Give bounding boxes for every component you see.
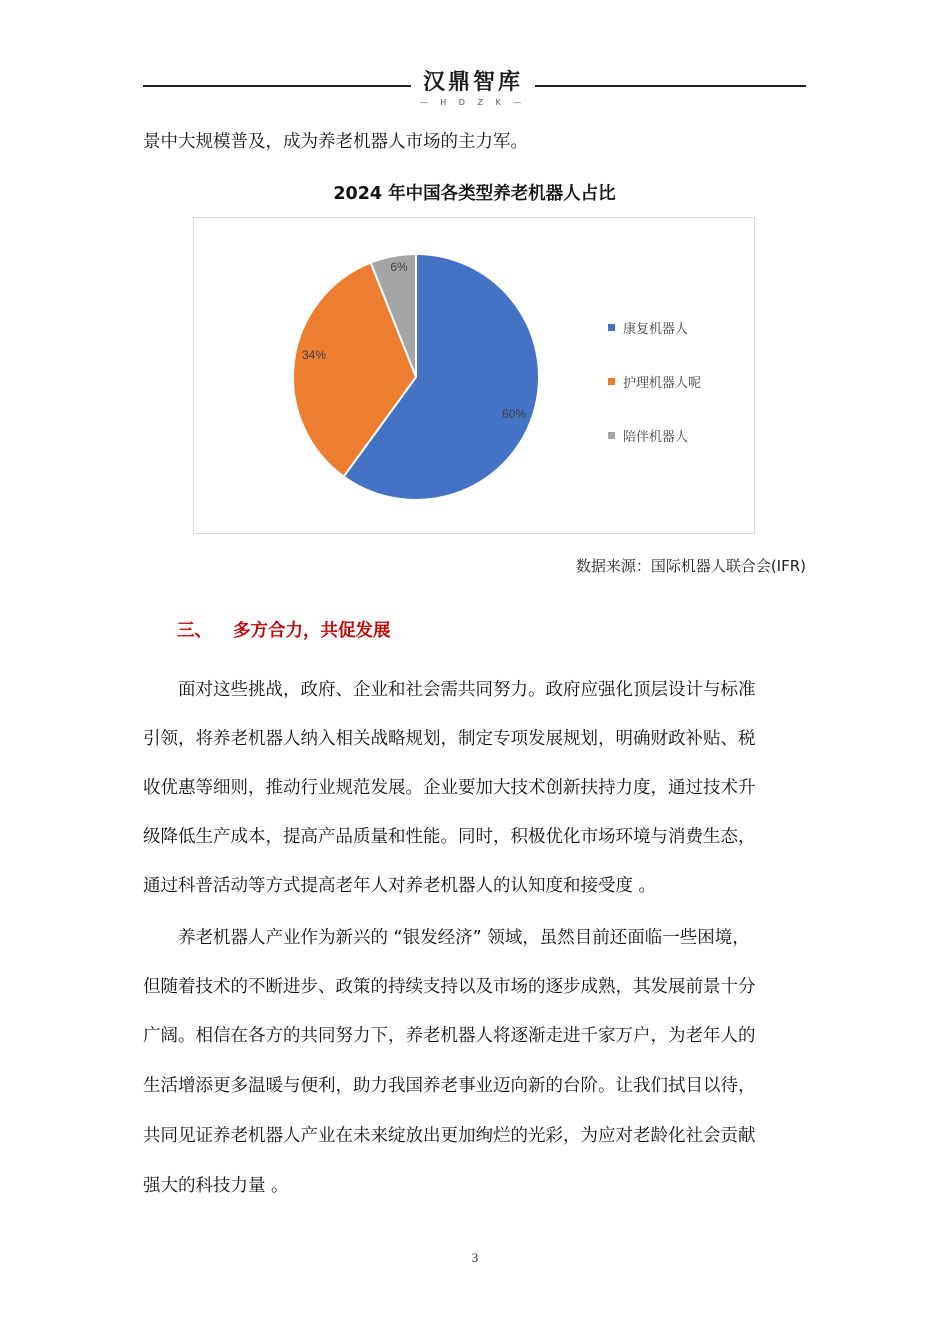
legend-item-rehab — [608, 318, 688, 337]
legend-swatch-orange — [608, 378, 615, 385]
chart-title: 2024 年中国各类型养老机器人占比 — [333, 184, 616, 204]
logo-subtext: — H D Z K — — [419, 98, 527, 107]
legend-item-nursing — [608, 372, 701, 391]
legend-swatch-gray — [608, 432, 615, 439]
logo-text: 汉鼎智库 — [422, 70, 523, 95]
logo — [411, 70, 535, 109]
paragraph-2-line: 共同见证养老机器人产业在未来绽放出更加绚烂的光彩，为应对老龄化社会贡献 — [143, 1126, 756, 1146]
header-rule-right — [535, 85, 806, 87]
section-heading — [177, 617, 391, 642]
paragraph-2-line: 养老机器人产业作为新兴的 “银发经济” 领域，虽然目前还面临一些困境， — [143, 928, 750, 948]
paragraph-1-line: 引领，将养老机器人纳入相关战略规划，制定专项发展规划，明确财政补贴、税 — [143, 729, 756, 749]
legend-label: 护理机器人呢 — [623, 376, 702, 391]
pie-label-companion: 6% — [390, 260, 408, 274]
legend-label: 陪伴机器人 — [623, 430, 689, 445]
chart-area — [193, 217, 755, 534]
legend-item-companion — [608, 426, 688, 445]
page-number: 3 — [471, 1250, 479, 1265]
header-rule-left — [143, 85, 411, 87]
chart-source: 数据来源：国际机器人联合会(IFR) — [575, 557, 806, 575]
pie-label-rehab: 60% — [501, 407, 527, 421]
paragraph-1-line: 收优惠等细则，推动行业规范发展。企业要加大技术创新扶持力度，通过技术升 — [143, 778, 756, 798]
section-title: 多方合力，共促发展 — [233, 621, 391, 641]
pie-label-nursing: 34% — [301, 348, 327, 362]
paragraph-1-line: 级降低生产成本，提高产品质量和性能。同时，积极优化市场环境与消费生态， — [143, 827, 756, 847]
paragraph-2-line: 但随着技术的不断进步、政策的持续支持以及市场的逐步成熟，其发展前景十分 — [143, 977, 756, 997]
legend-label: 康复机器人 — [623, 322, 689, 337]
paragraph-1-line: 面对这些挑战，政府、企业和社会需共同努力。政府应强化顶层设计与标准 — [143, 680, 756, 700]
legend-swatch-blue — [608, 324, 615, 331]
paragraph-1-line: 通过科普活动等方式提高老年人对养老机器人的认知度和接受度 。 — [143, 876, 657, 896]
paragraph-2-line: 广阔。相信在各方的共同努力下，养老机器人将逐渐走进千家万户，为老年人的 — [143, 1026, 756, 1046]
intro-line: 景中大规模普及，成为养老机器人市场的主力军。 — [143, 132, 528, 152]
section-number: 三、 — [177, 621, 212, 641]
paragraph-2-line: 强大的科技力量 。 — [143, 1176, 289, 1196]
paragraph-2-line: 生活增添更多温暖与便利，助力我国养老事业迈向新的台阶。让我们拭目以待， — [143, 1076, 756, 1096]
